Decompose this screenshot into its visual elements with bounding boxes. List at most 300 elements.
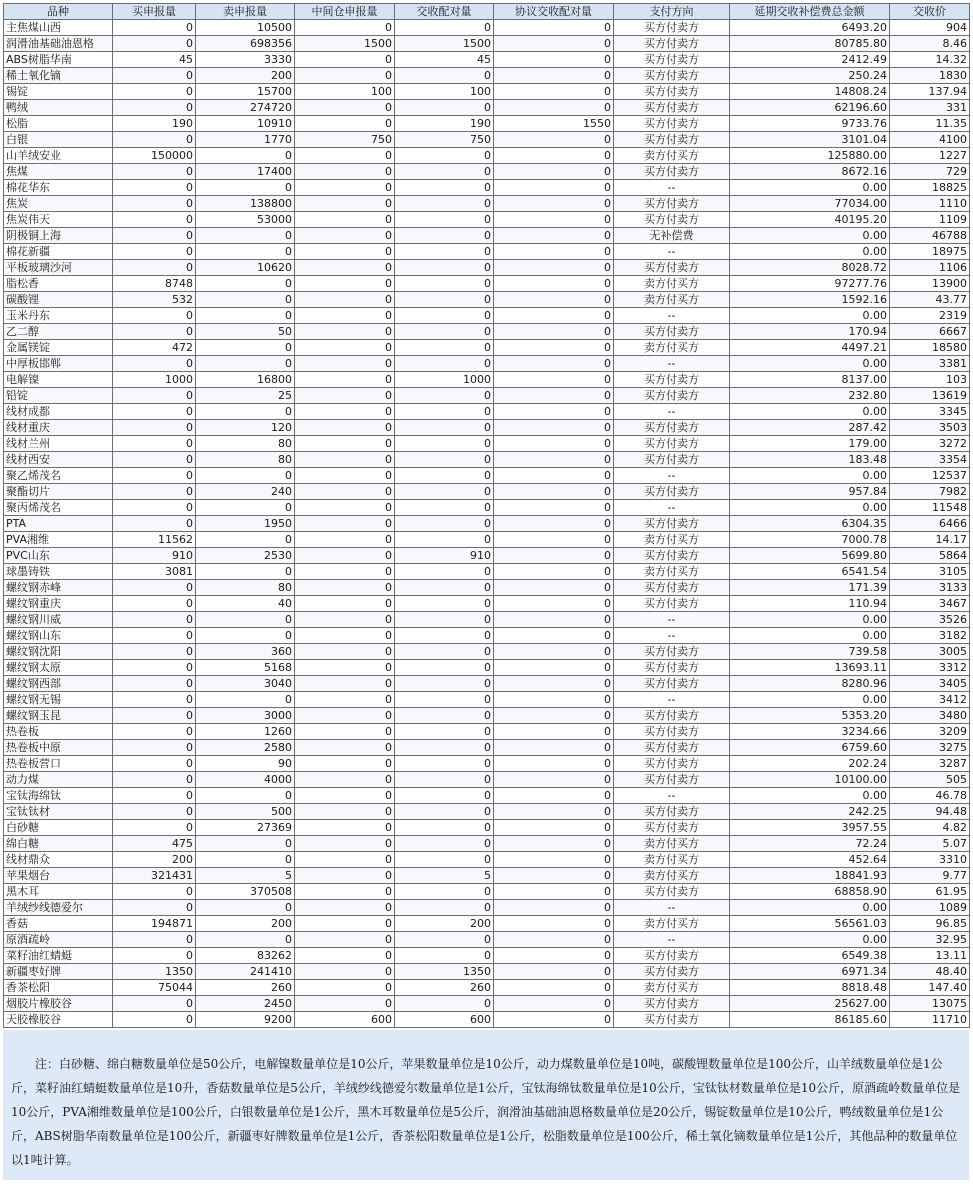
agreement-matched-quantity-cell: 0 — [494, 260, 614, 276]
sell-quantity-cell: 500 — [196, 804, 295, 820]
payment-direction-cell: 卖方付买方 — [614, 148, 730, 164]
payment-direction-cell: -- — [614, 612, 730, 628]
matched-quantity-cell: 1350 — [395, 964, 494, 980]
agreement-matched-quantity-cell: 0 — [494, 580, 614, 596]
compensation-amount-cell: 40195.20 — [730, 212, 890, 228]
intermediate-quantity-cell: 0 — [295, 164, 395, 180]
compensation-amount-cell: 0.00 — [730, 404, 890, 420]
compensation-amount-cell: 0.00 — [730, 356, 890, 372]
table-row — [4, 100, 970, 116]
agreement-matched-quantity-cell: 0 — [494, 564, 614, 580]
sell-quantity-cell: 240 — [196, 484, 295, 500]
product-name-cell: 黑木耳 — [4, 884, 113, 900]
product-name-cell: 中厚板邯郸 — [4, 356, 113, 372]
sell-quantity-cell: 40 — [196, 596, 295, 612]
delivery-price-cell: 1227 — [890, 148, 970, 164]
table-row — [4, 628, 970, 644]
table-row — [4, 84, 970, 100]
payment-direction-cell: -- — [614, 788, 730, 804]
delivery-price-cell: 331 — [890, 100, 970, 116]
compensation-amount-cell: 452.64 — [730, 852, 890, 868]
payment-direction-cell: 卖方付买方 — [614, 292, 730, 308]
buy-quantity-cell: 0 — [113, 420, 196, 436]
delivery-price-cell: 11.35 — [890, 116, 970, 132]
payment-direction-cell: 买方付卖方 — [614, 52, 730, 68]
agreement-matched-quantity-cell: 0 — [494, 292, 614, 308]
payment-direction-cell: 买方付卖方 — [614, 420, 730, 436]
intermediate-quantity-cell: 0 — [295, 196, 395, 212]
buy-quantity-cell: 0 — [113, 388, 196, 404]
delivery-price-cell: 1110 — [890, 196, 970, 212]
intermediate-quantity-cell: 0 — [295, 852, 395, 868]
compensation-amount-cell: 6549.38 — [730, 948, 890, 964]
sell-quantity-cell: 241410 — [196, 964, 295, 980]
compensation-amount-cell: 0.00 — [730, 500, 890, 516]
column-header: 交收价 — [890, 4, 970, 20]
product-name-cell: 螺纹钢无锡 — [4, 692, 113, 708]
agreement-matched-quantity-cell: 0 — [494, 388, 614, 404]
delivery-price-cell: 3312 — [890, 660, 970, 676]
buy-quantity-cell: 0 — [113, 404, 196, 420]
compensation-amount-cell: 8137.00 — [730, 372, 890, 388]
product-name-cell: 烟胶片橡胶谷 — [4, 996, 113, 1012]
agreement-matched-quantity-cell: 0 — [494, 356, 614, 372]
sell-quantity-cell: 3330 — [196, 52, 295, 68]
payment-direction-cell: 买方付卖方 — [614, 68, 730, 84]
table-row — [4, 948, 970, 964]
agreement-matched-quantity-cell: 0 — [494, 900, 614, 916]
compensation-amount-cell: 18841.93 — [730, 868, 890, 884]
table-row — [4, 308, 970, 324]
payment-direction-cell: 买方付卖方 — [614, 132, 730, 148]
buy-quantity-cell: 1000 — [113, 372, 196, 388]
buy-quantity-cell: 45 — [113, 52, 196, 68]
buy-quantity-cell: 0 — [113, 804, 196, 820]
table-row — [4, 964, 970, 980]
intermediate-quantity-cell: 0 — [295, 20, 395, 36]
agreement-matched-quantity-cell: 0 — [494, 836, 614, 852]
intermediate-quantity-cell: 0 — [295, 580, 395, 596]
buy-quantity-cell: 0 — [113, 724, 196, 740]
agreement-matched-quantity-cell: 0 — [494, 164, 614, 180]
payment-direction-cell: 买方付卖方 — [614, 164, 730, 180]
delivery-price-cell: 3272 — [890, 436, 970, 452]
intermediate-quantity-cell: 1500 — [295, 36, 395, 52]
intermediate-quantity-cell: 0 — [295, 180, 395, 196]
delivery-price-cell: 3105 — [890, 564, 970, 580]
table-row — [4, 852, 970, 868]
matched-quantity-cell: 0 — [395, 388, 494, 404]
sell-quantity-cell: 0 — [196, 692, 295, 708]
agreement-matched-quantity-cell: 0 — [494, 68, 614, 84]
compensation-amount-cell: 232.80 — [730, 388, 890, 404]
compensation-amount-cell: 86185.60 — [730, 1012, 890, 1028]
payment-direction-cell: 买方付卖方 — [614, 756, 730, 772]
product-name-cell: 苹果烟台 — [4, 868, 113, 884]
payment-direction-cell: 买方付卖方 — [614, 20, 730, 36]
payment-direction-cell: 无补偿费 — [614, 228, 730, 244]
matched-quantity-cell: 0 — [395, 660, 494, 676]
sell-quantity-cell: 0 — [196, 564, 295, 580]
delivery-price-cell: 3480 — [890, 708, 970, 724]
compensation-amount-cell: 97277.76 — [730, 276, 890, 292]
matched-quantity-cell: 0 — [395, 404, 494, 420]
sell-quantity-cell: 0 — [196, 340, 295, 356]
matched-quantity-cell: 1000 — [395, 372, 494, 388]
table-row — [4, 52, 970, 68]
compensation-amount-cell: 25627.00 — [730, 996, 890, 1012]
buy-quantity-cell: 190 — [113, 116, 196, 132]
payment-direction-cell: 卖方付买方 — [614, 852, 730, 868]
payment-direction-cell: -- — [614, 900, 730, 916]
matched-quantity-cell: 0 — [395, 212, 494, 228]
payment-direction-cell: 买方付卖方 — [614, 772, 730, 788]
agreement-matched-quantity-cell: 0 — [494, 996, 614, 1012]
product-name-cell: 热卷板中原 — [4, 740, 113, 756]
buy-quantity-cell: 0 — [113, 436, 196, 452]
table-row — [4, 900, 970, 916]
compensation-amount-cell: 0.00 — [730, 692, 890, 708]
agreement-matched-quantity-cell: 0 — [494, 100, 614, 116]
delivery-price-cell: 32.95 — [890, 932, 970, 948]
sell-quantity-cell: 0 — [196, 404, 295, 420]
payment-direction-cell: -- — [614, 308, 730, 324]
column-header: 交收配对量 — [395, 4, 494, 20]
table-row — [4, 196, 970, 212]
delivery-price-cell: 5864 — [890, 548, 970, 564]
compensation-amount-cell: 8818.48 — [730, 980, 890, 996]
buy-quantity-cell: 0 — [113, 756, 196, 772]
matched-quantity-cell: 0 — [395, 580, 494, 596]
column-header: 协议交收配对量 — [494, 4, 614, 20]
delivery-price-cell: 3310 — [890, 852, 970, 868]
buy-quantity-cell: 0 — [113, 260, 196, 276]
buy-quantity-cell: 0 — [113, 788, 196, 804]
matched-quantity-cell: 0 — [395, 164, 494, 180]
payment-direction-cell: 买方付卖方 — [614, 1012, 730, 1028]
matched-quantity-cell: 0 — [395, 340, 494, 356]
intermediate-quantity-cell: 0 — [295, 388, 395, 404]
intermediate-quantity-cell: 0 — [295, 212, 395, 228]
intermediate-quantity-cell: 0 — [295, 404, 395, 420]
intermediate-quantity-cell: 0 — [295, 868, 395, 884]
delivery-price-cell: 4.82 — [890, 820, 970, 836]
delivery-price-cell: 3412 — [890, 692, 970, 708]
agreement-matched-quantity-cell: 0 — [494, 628, 614, 644]
product-name-cell: 香茶松阳 — [4, 980, 113, 996]
intermediate-quantity-cell: 0 — [295, 244, 395, 260]
payment-direction-cell: 买方付卖方 — [614, 212, 730, 228]
product-name-cell: 焦炭伟天 — [4, 212, 113, 228]
table-row — [4, 420, 970, 436]
payment-direction-cell: -- — [614, 468, 730, 484]
matched-quantity-cell: 0 — [395, 740, 494, 756]
payment-direction-cell: 买方付卖方 — [614, 516, 730, 532]
sell-quantity-cell: 0 — [196, 292, 295, 308]
matched-quantity-cell: 200 — [395, 916, 494, 932]
compensation-amount-cell: 7000.78 — [730, 532, 890, 548]
table-body — [4, 20, 970, 1028]
agreement-matched-quantity-cell: 1550 — [494, 116, 614, 132]
agreement-matched-quantity-cell: 0 — [494, 596, 614, 612]
sell-quantity-cell: 17400 — [196, 164, 295, 180]
agreement-matched-quantity-cell: 0 — [494, 868, 614, 884]
product-name-cell: 焦炭 — [4, 196, 113, 212]
matched-quantity-cell: 0 — [395, 516, 494, 532]
intermediate-quantity-cell: 0 — [295, 612, 395, 628]
agreement-matched-quantity-cell: 0 — [494, 612, 614, 628]
intermediate-quantity-cell: 0 — [295, 308, 395, 324]
agreement-matched-quantity-cell: 0 — [494, 516, 614, 532]
table-row — [4, 660, 970, 676]
payment-direction-cell: 卖方付买方 — [614, 836, 730, 852]
sell-quantity-cell: 50 — [196, 324, 295, 340]
intermediate-quantity-cell: 0 — [295, 260, 395, 276]
product-name-cell: 锡锭 — [4, 84, 113, 100]
sell-quantity-cell: 83262 — [196, 948, 295, 964]
sell-quantity-cell: 10620 — [196, 260, 295, 276]
sell-quantity-cell: 1260 — [196, 724, 295, 740]
intermediate-quantity-cell: 0 — [295, 980, 395, 996]
buy-quantity-cell: 475 — [113, 836, 196, 852]
buy-quantity-cell: 0 — [113, 212, 196, 228]
product-name-cell: 螺纹钢西部 — [4, 676, 113, 692]
agreement-matched-quantity-cell: 0 — [494, 660, 614, 676]
table-row — [4, 980, 970, 996]
compensation-amount-cell: 2412.49 — [730, 52, 890, 68]
intermediate-quantity-cell: 0 — [295, 836, 395, 852]
sell-quantity-cell: 0 — [196, 628, 295, 644]
buy-quantity-cell: 0 — [113, 660, 196, 676]
agreement-matched-quantity-cell: 0 — [494, 756, 614, 772]
table-row — [4, 804, 970, 820]
payment-direction-cell: 买方付卖方 — [614, 116, 730, 132]
compensation-amount-cell: 0.00 — [730, 788, 890, 804]
product-name-cell: 白砂糖 — [4, 820, 113, 836]
product-name-cell: 羊绒纱线德爱尔 — [4, 900, 113, 916]
sell-quantity-cell: 90 — [196, 756, 295, 772]
delivery-table-container — [3, 3, 969, 1028]
intermediate-quantity-cell: 0 — [295, 692, 395, 708]
compensation-amount-cell: 202.24 — [730, 756, 890, 772]
intermediate-quantity-cell: 0 — [295, 100, 395, 116]
agreement-matched-quantity-cell: 0 — [494, 436, 614, 452]
column-header: 品种 — [4, 4, 113, 20]
buy-quantity-cell: 0 — [113, 580, 196, 596]
product-name-cell: 玉米丹东 — [4, 308, 113, 324]
buy-quantity-cell: 8748 — [113, 276, 196, 292]
payment-direction-cell: 买方付卖方 — [614, 644, 730, 660]
payment-direction-cell: 卖方付买方 — [614, 340, 730, 356]
delivery-price-cell: 18825 — [890, 180, 970, 196]
payment-direction-cell: -- — [614, 356, 730, 372]
table-row — [4, 868, 970, 884]
table-row — [4, 724, 970, 740]
buy-quantity-cell: 0 — [113, 484, 196, 500]
buy-quantity-cell: 0 — [113, 772, 196, 788]
matched-quantity-cell: 0 — [395, 196, 494, 212]
delivery-price-cell: 46788 — [890, 228, 970, 244]
compensation-amount-cell: 10100.00 — [730, 772, 890, 788]
payment-direction-cell: -- — [614, 692, 730, 708]
matched-quantity-cell: 0 — [395, 820, 494, 836]
product-name-cell: 山羊绒安业 — [4, 148, 113, 164]
matched-quantity-cell: 910 — [395, 548, 494, 564]
sell-quantity-cell: 0 — [196, 500, 295, 516]
delivery-price-cell: 3503 — [890, 420, 970, 436]
table-row — [4, 20, 970, 36]
product-name-cell: 热卷板 — [4, 724, 113, 740]
intermediate-quantity-cell: 100 — [295, 84, 395, 100]
buy-quantity-cell: 0 — [113, 820, 196, 836]
agreement-matched-quantity-cell: 0 — [494, 372, 614, 388]
column-header: 中间仓申报量 — [295, 4, 395, 20]
buy-quantity-cell: 472 — [113, 340, 196, 356]
agreement-matched-quantity-cell: 0 — [494, 52, 614, 68]
table-row — [4, 788, 970, 804]
product-name-cell: 润滑油基础油恩格 — [4, 36, 113, 52]
delivery-price-cell: 13900 — [890, 276, 970, 292]
sell-quantity-cell: 4000 — [196, 772, 295, 788]
payment-direction-cell: 买方付卖方 — [614, 996, 730, 1012]
payment-direction-cell: 买方付卖方 — [614, 324, 730, 340]
sell-quantity-cell: 138800 — [196, 196, 295, 212]
table-row — [4, 468, 970, 484]
payment-direction-cell: -- — [614, 404, 730, 420]
compensation-amount-cell: 110.94 — [730, 596, 890, 612]
table-row — [4, 340, 970, 356]
agreement-matched-quantity-cell: 0 — [494, 804, 614, 820]
sell-quantity-cell: 120 — [196, 420, 295, 436]
sell-quantity-cell: 0 — [196, 308, 295, 324]
delivery-price-cell: 2319 — [890, 308, 970, 324]
buy-quantity-cell: 0 — [113, 996, 196, 1012]
buy-quantity-cell: 0 — [113, 644, 196, 660]
intermediate-quantity-cell: 0 — [295, 628, 395, 644]
buy-quantity-cell: 0 — [113, 196, 196, 212]
product-name-cell: 棉花新疆 — [4, 244, 113, 260]
buy-quantity-cell: 0 — [113, 132, 196, 148]
table-row — [4, 372, 970, 388]
matched-quantity-cell: 0 — [395, 852, 494, 868]
product-name-cell: 螺纹钢重庆 — [4, 596, 113, 612]
compensation-amount-cell: 8028.72 — [730, 260, 890, 276]
sell-quantity-cell: 274720 — [196, 100, 295, 116]
agreement-matched-quantity-cell: 0 — [494, 36, 614, 52]
sell-quantity-cell: 80 — [196, 436, 295, 452]
sell-quantity-cell: 80 — [196, 580, 295, 596]
payment-direction-cell: 买方付卖方 — [614, 484, 730, 500]
sell-quantity-cell: 2580 — [196, 740, 295, 756]
payment-direction-cell: 卖方付买方 — [614, 276, 730, 292]
agreement-matched-quantity-cell: 0 — [494, 932, 614, 948]
buy-quantity-cell: 3081 — [113, 564, 196, 580]
buy-quantity-cell: 0 — [113, 468, 196, 484]
payment-direction-cell: 卖方付买方 — [614, 916, 730, 932]
matched-quantity-cell: 0 — [395, 292, 494, 308]
sell-quantity-cell: 0 — [196, 244, 295, 260]
table-row — [4, 740, 970, 756]
compensation-amount-cell: 3957.55 — [730, 820, 890, 836]
matched-quantity-cell: 0 — [395, 532, 494, 548]
compensation-amount-cell: 0.00 — [730, 228, 890, 244]
intermediate-quantity-cell: 0 — [295, 740, 395, 756]
product-name-cell: 线材重庆 — [4, 420, 113, 436]
product-name-cell: 宝钛海绵钛 — [4, 788, 113, 804]
sell-quantity-cell: 200 — [196, 68, 295, 84]
sell-quantity-cell: 698356 — [196, 36, 295, 52]
product-name-cell: 螺纹钢川威 — [4, 612, 113, 628]
delivery-price-cell: 4100 — [890, 132, 970, 148]
table-row — [4, 708, 970, 724]
product-name-cell: 焦煤 — [4, 164, 113, 180]
sell-quantity-cell: 0 — [196, 228, 295, 244]
intermediate-quantity-cell: 0 — [295, 484, 395, 500]
compensation-amount-cell: 171.39 — [730, 580, 890, 596]
delivery-price-cell: 94.48 — [890, 804, 970, 820]
delivery-price-cell: 7982 — [890, 484, 970, 500]
compensation-amount-cell: 6971.34 — [730, 964, 890, 980]
buy-quantity-cell: 0 — [113, 164, 196, 180]
column-header: 延期交收补偿费总金额 — [730, 4, 890, 20]
compensation-amount-cell: 179.00 — [730, 436, 890, 452]
product-name-cell: 乙二醇 — [4, 324, 113, 340]
agreement-matched-quantity-cell: 0 — [494, 820, 614, 836]
table-row — [4, 132, 970, 148]
buy-quantity-cell: 0 — [113, 516, 196, 532]
agreement-matched-quantity-cell: 0 — [494, 500, 614, 516]
product-name-cell: 菜籽油红蜻蜓 — [4, 948, 113, 964]
product-name-cell: 松脂 — [4, 116, 113, 132]
delivery-price-cell: 11710 — [890, 1012, 970, 1028]
matched-quantity-cell: 0 — [395, 756, 494, 772]
agreement-matched-quantity-cell: 0 — [494, 468, 614, 484]
compensation-amount-cell: 0.00 — [730, 628, 890, 644]
product-name-cell: 热卷板营口 — [4, 756, 113, 772]
payment-direction-cell: 买方付卖方 — [614, 676, 730, 692]
compensation-amount-cell: 250.24 — [730, 68, 890, 84]
intermediate-quantity-cell: 0 — [295, 804, 395, 820]
product-name-cell: 宝钛钛材 — [4, 804, 113, 820]
matched-quantity-cell: 0 — [395, 788, 494, 804]
buy-quantity-cell: 321431 — [113, 868, 196, 884]
sell-quantity-cell: 1770 — [196, 132, 295, 148]
sell-quantity-cell: 0 — [196, 532, 295, 548]
delivery-price-cell: 14.32 — [890, 52, 970, 68]
agreement-matched-quantity-cell: 0 — [494, 324, 614, 340]
compensation-amount-cell: 80785.80 — [730, 36, 890, 52]
table-row — [4, 612, 970, 628]
buy-quantity-cell: 0 — [113, 244, 196, 260]
matched-quantity-cell: 0 — [395, 148, 494, 164]
delivery-price-cell: 103 — [890, 372, 970, 388]
matched-quantity-cell: 0 — [395, 932, 494, 948]
delivery-price-cell: 1830 — [890, 68, 970, 84]
column-header: 买申报量 — [113, 4, 196, 20]
compensation-amount-cell: 170.94 — [730, 324, 890, 340]
sell-quantity-cell: 0 — [196, 836, 295, 852]
intermediate-quantity-cell: 600 — [295, 1012, 395, 1028]
sell-quantity-cell: 5168 — [196, 660, 295, 676]
product-name-cell: 线材兰州 — [4, 436, 113, 452]
table-row — [4, 916, 970, 932]
delivery-price-cell: 3275 — [890, 740, 970, 756]
matched-quantity-cell: 0 — [395, 180, 494, 196]
table-row — [4, 516, 970, 532]
agreement-matched-quantity-cell: 0 — [494, 916, 614, 932]
matched-quantity-cell: 0 — [395, 356, 494, 372]
matched-quantity-cell: 0 — [395, 612, 494, 628]
